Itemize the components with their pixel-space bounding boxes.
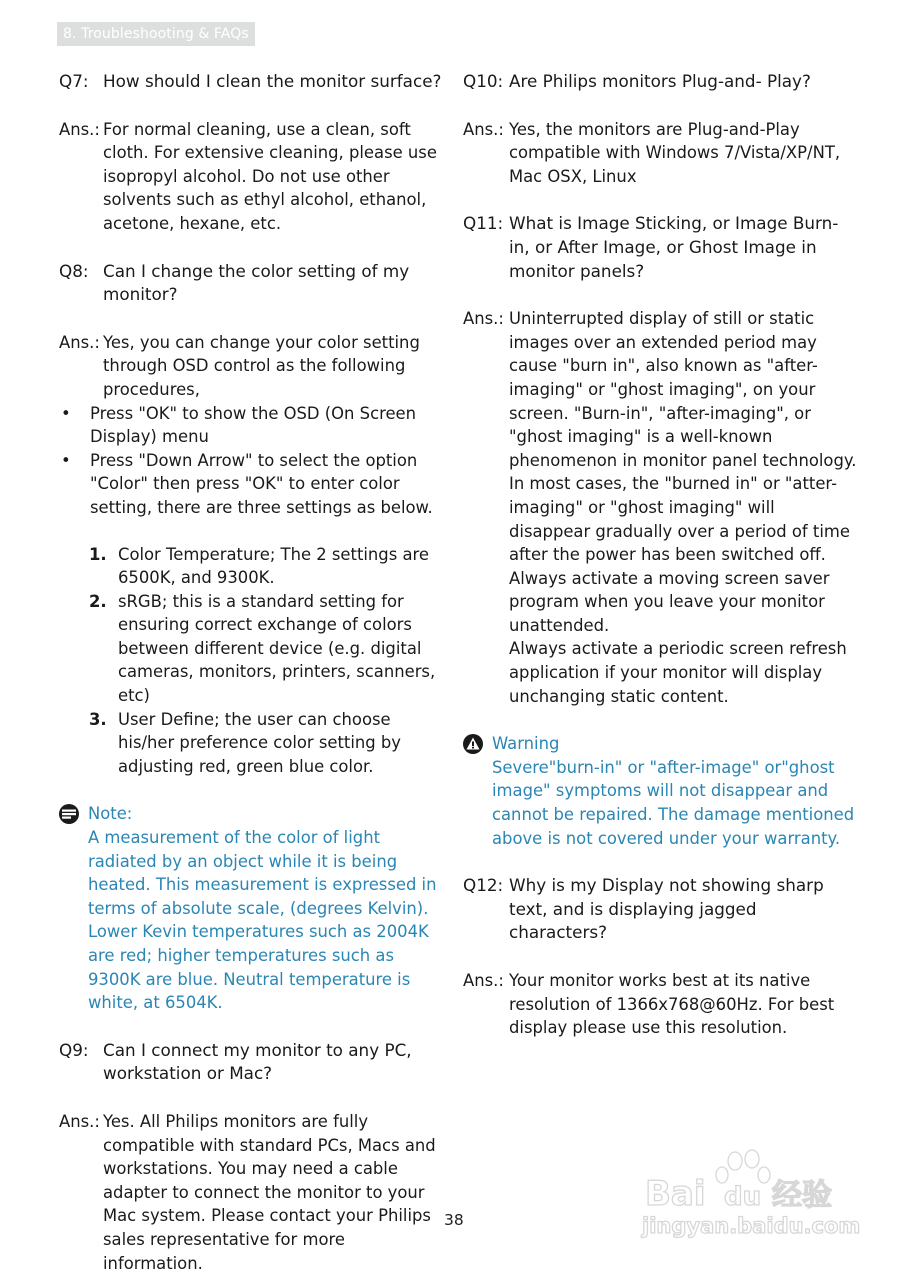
watermark-cn: 经验	[772, 1178, 832, 1213]
settings-text: User Define; the user can choose his/her preference color setting by adjusting red, green blue color.	[118, 709, 402, 776]
question-q12	[463, 874, 858, 945]
question-label: Q9:	[59, 1039, 89, 1060]
answer-q9	[59, 1110, 449, 1275]
answer-text-2: Always activate a periodic screen refresh application if your monitor will display unchanging static content.	[509, 639, 847, 706]
answer-text: For normal cleaning, use a clean, soft cloth. For extensive cleaning, please use isopropyl alcohol. Do not use other solvents such as ethyl alcohol, ethanol, acetone, hexane, etc.	[103, 119, 437, 233]
answer-label: Ans.:	[59, 119, 100, 139]
answer-label: Ans.:	[463, 119, 504, 139]
answer-text: Yes, you can change your color setting through OSD control as the following procedures,	[103, 332, 420, 399]
note-callout	[59, 802, 449, 1014]
answer-label: Ans.:	[59, 332, 100, 352]
question-text: How should I clean the monitor surface?	[103, 71, 442, 91]
answer-q12	[463, 969, 858, 1040]
right-column	[463, 70, 858, 1040]
question-label: Q12:	[463, 875, 504, 896]
question-q11	[463, 212, 858, 283]
settings-list	[59, 543, 449, 779]
bullet-item: • Press "Down Arrow" to select the option "Color" then press "OK" to enter color setting, there are three settings as below.	[59, 449, 449, 520]
answer-q10	[463, 118, 858, 189]
warning-callout	[463, 732, 858, 850]
answer-text: Yes, the monitors are Plug-and-Play compatible with Windows 7/Vista/XP/NT, Mac OSX, Linux	[509, 119, 841, 186]
question-text: What is Image Sticking, or Image Burn-in, or After Image, or Ghost Image in monitor panels?	[509, 213, 839, 281]
answer-q11	[463, 307, 858, 708]
answer-label: Ans.:	[59, 1111, 100, 1131]
answer-text: Your monitor works best at its native resolution of 1366x768@60Hz. For best display please use this resolution.	[509, 971, 835, 1038]
question-text: Are Philips monitors Plug-and- Play?	[509, 71, 811, 91]
answer-q8	[59, 331, 449, 402]
paw-icon	[716, 1150, 770, 1183]
warning-title: Warning	[492, 734, 560, 754]
answer-label: Ans.:	[463, 971, 504, 990]
note-text: A measurement of the color of light radiated by an object while it is being heated. This measurement is expressed in terms of absolute scale, (degrees Kelvin). Lower Kevin temperatures such as 2004K are red; higher temperatures such as 9300K are blue. Neutral temperature is white, at 6504K.	[88, 828, 437, 1013]
note-title: Note:	[88, 804, 133, 824]
bullet-text: Press "OK" to show the OSD (On Screen Display) menu	[90, 403, 417, 447]
settings-item: 1. Color Temperature; The 2 settings are 6500K, and 9300K.	[89, 543, 449, 590]
question-q9	[59, 1039, 449, 1086]
question-q7	[59, 70, 449, 94]
left-column	[59, 70, 449, 1275]
question-label: Q11:	[463, 213, 504, 234]
warning-text: Severe"burn-in" or "after-image" or"ghost image" symptoms will not disappear and cannot be repaired. The damage mentioned above is not covered under your warranty.	[492, 757, 855, 848]
question-q10	[463, 70, 858, 94]
bullet-item: • Press "OK" to show the OSD (On Screen Display) menu	[59, 402, 449, 449]
question-text: Can I change the color setting of my monitor?	[103, 260, 410, 305]
question-label: Q8:	[59, 260, 89, 281]
question-text: Why is my Display not showing sharp text, and is displaying jagged characters?	[509, 875, 824, 943]
settings-item: 3. User Define; the user can choose his/her preference color setting by adjusting red, green blue color.	[89, 708, 449, 779]
bullet-text: Press "Down Arrow" to select the option "Color" then press "OK" to enter color setting, there are three settings as below.	[90, 450, 433, 517]
question-label: Q10:	[463, 71, 504, 91]
question-q8	[59, 260, 449, 307]
answer-text: Uninterrupted display of still or static images over an extended period may cause "burn in", also known as "after-imaging" or "ghost imaging", on your screen. "Burn-in", "after-imaging", or "ghost imaging" is a well-known phenomenon in monitor panel technology. In most cases, the "burned in" or "atter-imaging" or "ghost imaging" will disappear gradually over a period of time after the power has been switched off. Always activate a moving screen saver program when you leave your monitor unattended.	[509, 309, 857, 635]
watermark-du: du	[724, 1182, 762, 1212]
page-number: 38	[444, 1211, 464, 1229]
settings-item: 2. sRGB; this is a standard setting for ensuring correct exchange of colors between different device (e.g. digital cameras, monitors, printers, scanners, etc)	[89, 590, 449, 708]
question-label: Q7:	[59, 71, 89, 91]
warning-icon	[463, 734, 483, 754]
watermark-url: jingyan.baidu.com	[642, 1214, 860, 1238]
note-icon	[59, 804, 79, 824]
section-header-tab: 8. Troubleshooting & FAQs	[57, 22, 255, 46]
question-text: Can I connect my monitor to any PC, workstation or Mac?	[103, 1039, 412, 1084]
answer-label: Ans.:	[463, 309, 504, 329]
watermark-brand: Bai	[645, 1174, 706, 1214]
settings-text: sRGB; this is a standard setting for ensuring correct exchange of colors between different device (e.g. digital cameras, monitors, printers, scanners, etc)	[118, 591, 436, 706]
settings-text: Color Temperature; The 2 settings are 6500K, and 9300K.	[118, 544, 429, 588]
answer-q7	[59, 118, 449, 236]
answer-text: Yes. All Philips monitors are fully compatible with standard PCs, Macs and workstations. You may need a cable adapter to connect the monitor to your Mac system. Please contact your Philips sales representative for more information.	[103, 1111, 436, 1273]
procedure-bullets	[59, 402, 449, 520]
baidu-watermark	[640, 1145, 860, 1245]
